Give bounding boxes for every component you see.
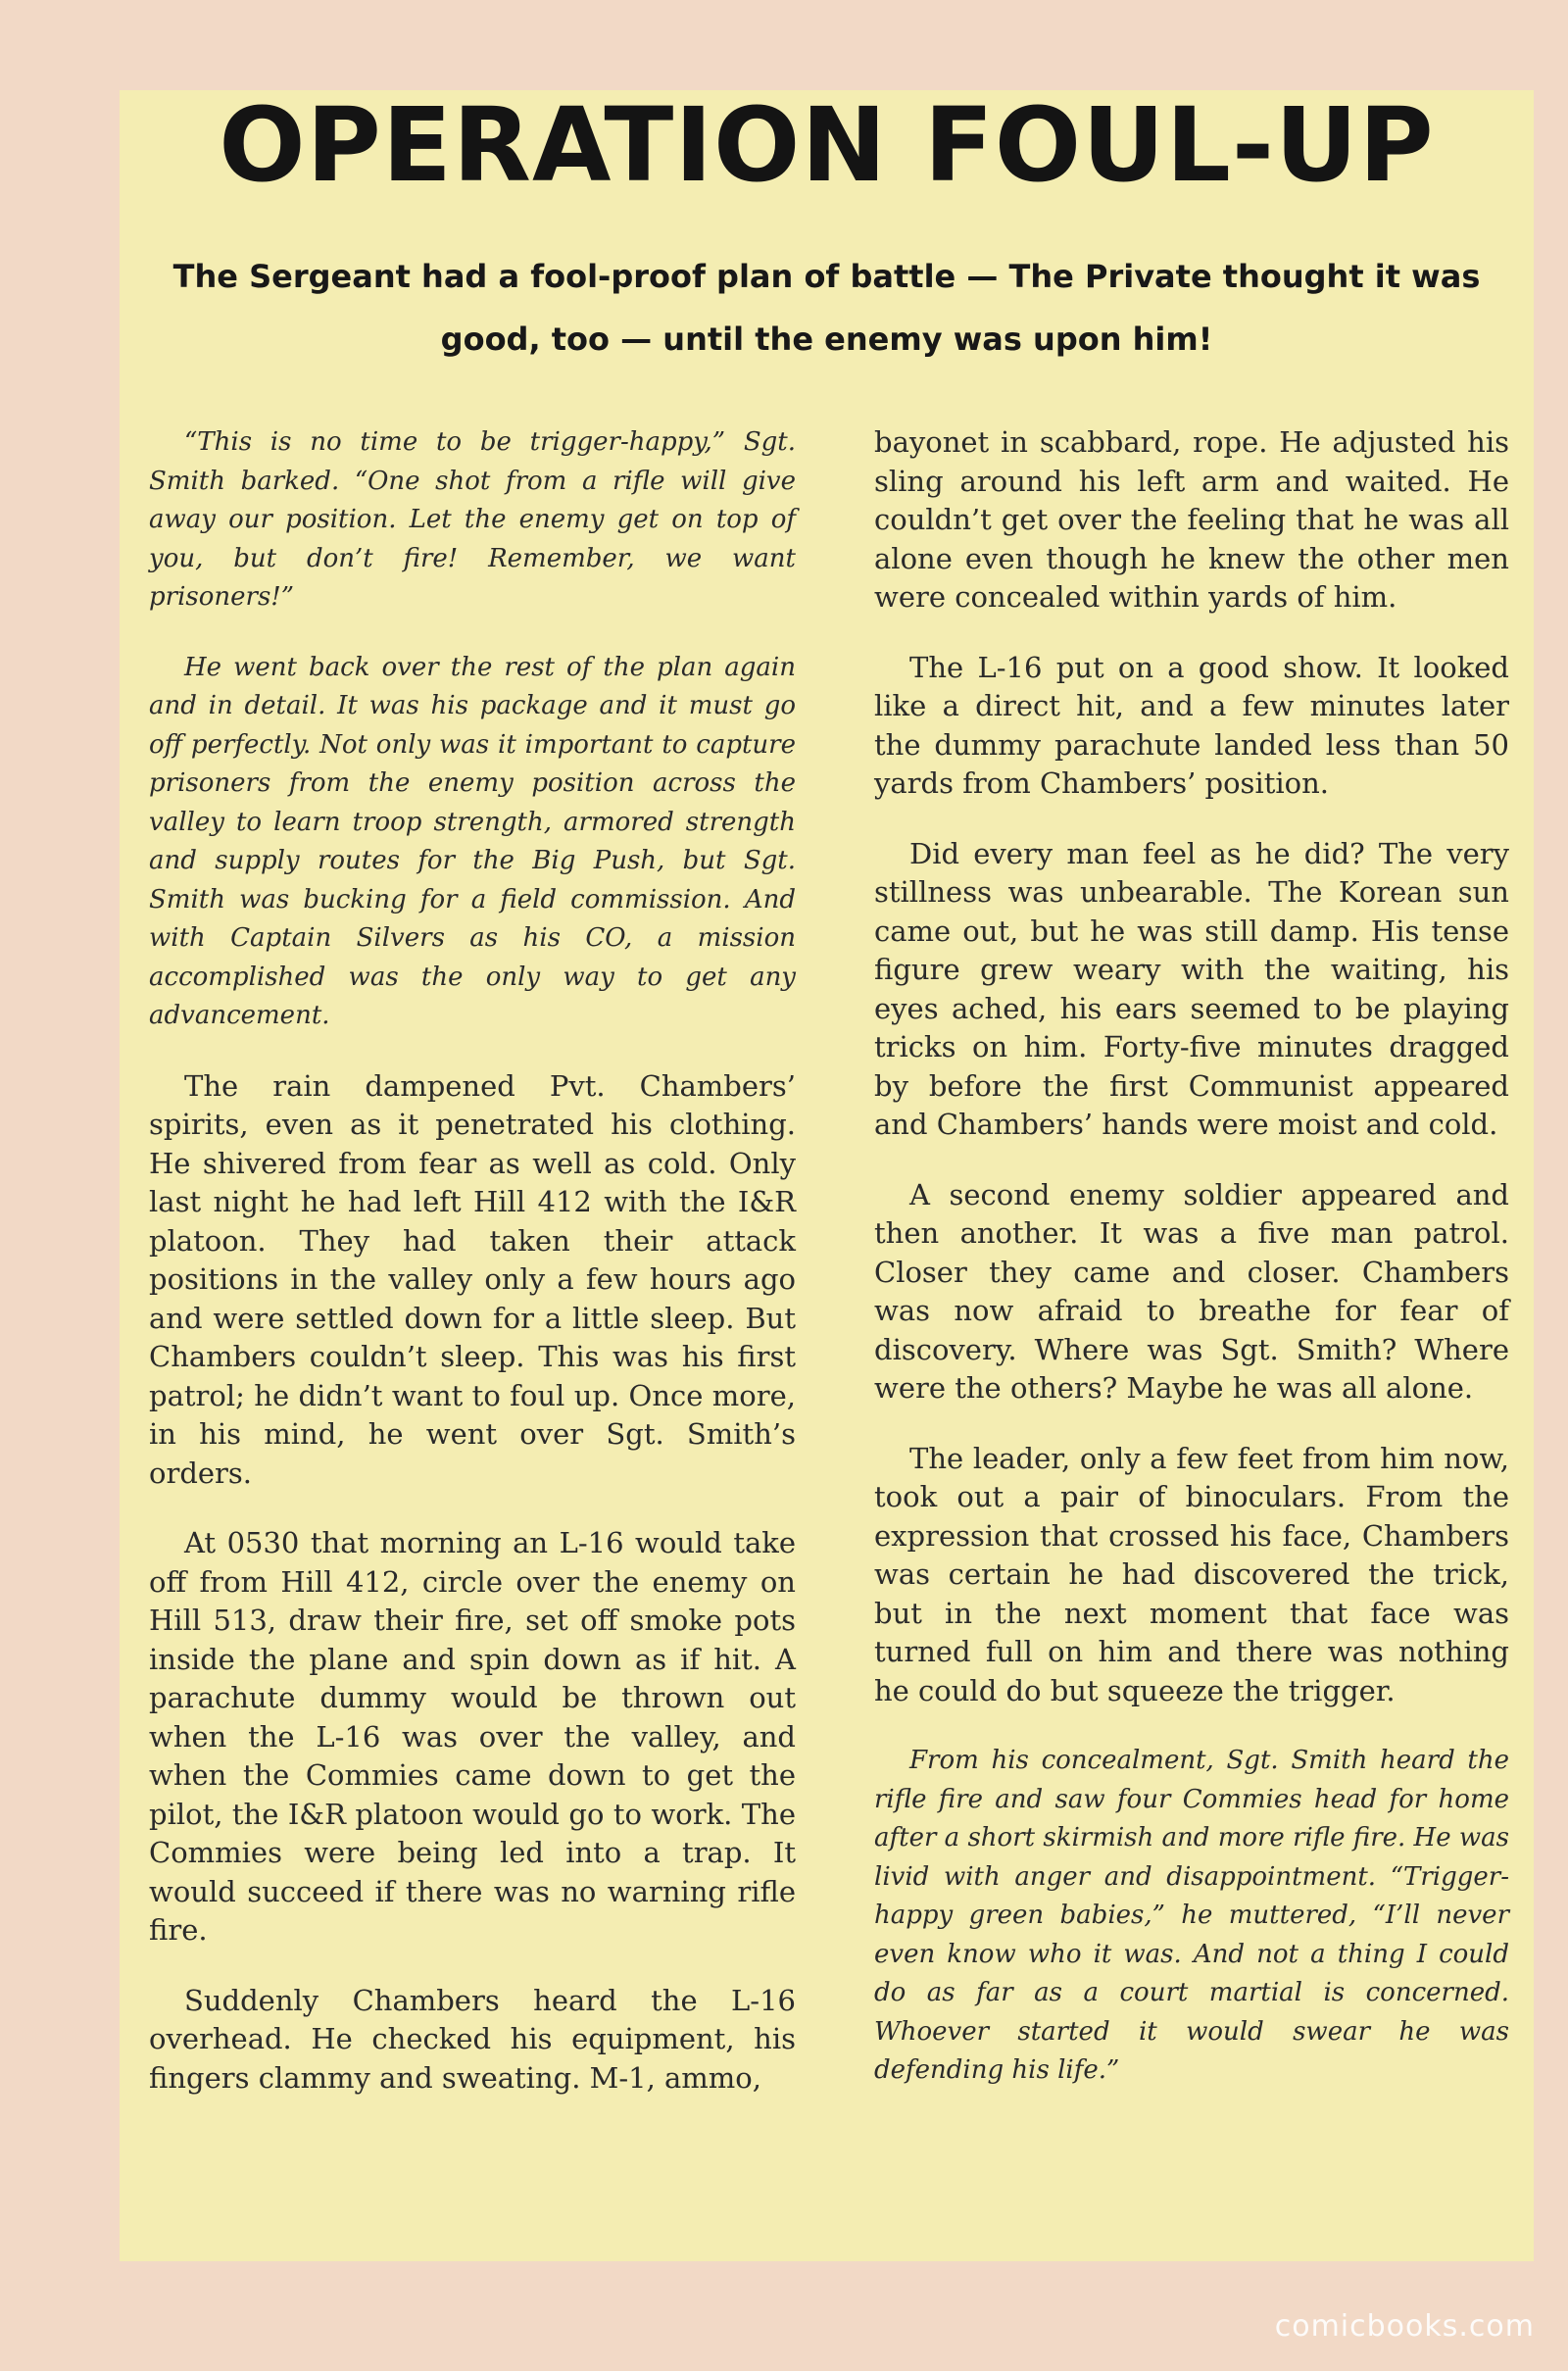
left-column: [149, 423, 796, 2098]
paragraph: Did every man feel as he did? The very stillness was unbearable. The Korean sun came out, but he was still damp. His tense figure grew weary with the waiting, his eyes ached, his ears seemed to be playing tricks on him. Forty-five minutes dragged by before the first Communist appeared and Chambers’ hands were moist and cold.: [874, 836, 1509, 1141]
story-subtitle: The Sergeant had a fool-proof plan of battle — The Private thought it was good, too — until the enemy was upon him!: [172, 258, 1481, 358]
story-panel: [120, 85, 1534, 2261]
paragraph: He went back over the rest of the plan again and in detail. It was his package and it must go off perfectly. Not only was it important to capture prisoners from the enemy position across the valley to learn troop strength, armored strength and supply routes for the Big Push, but Sgt. Smith was bucking for a field commission. And with Captain Silvers as his CO, a mission accomplished was the only way to get any advancement.: [149, 652, 796, 1030]
paragraph: The leader, only a few feet from him now, took out a pair of binoculars. From the expression that crossed his face, Chambers was certain he had discovered the trick, but in the next moment that face was turned full on him and there was nothing he could do but squeeze the trigger.: [874, 1441, 1509, 1707]
right-column: [874, 423, 1509, 2091]
paragraph: A second enemy soldier appeared and then another. It was a five man patrol. Closer they came and closer. Chambers was now afraid to breathe for fear of discovery. Where was Sgt. Smith? Where were the others? Maybe he was all alone.: [874, 1177, 1509, 1405]
paragraph: Suddenly Chambers heard the L-16 overhead. He checked his equipment, his fingers clammy and sweating. M-1, ammo,: [149, 1983, 796, 2095]
paragraph: From his concealment, Sgt. Smith heard the rifle fire and saw four Commies head for home after a short skirmish and more rifle fire. He was livid with anger and disappointment. “Trigger-happy green babies,” he muttered, “I’ll never even know who it was. And not a thing I could do as far as a court martial is concerned. Whoever started it would swear he was defending his life.”: [874, 1746, 1509, 2085]
paragraph: At 0530 that morning an L-16 would take off from Hill 412, circle over the enemy on Hill 513, draw their fire, set off smoke pots inside the plane and spin down as if hit. A parachute dummy would be thrown out when the L-16 was over the valley, and when the Commies came down to get the pilot, the I&R platoon would go to work. The Commies were being led into a trap. It would succeed if there was no warning rifle fire.: [149, 1526, 796, 1947]
paragraph: “This is no time to be trigger-happy,” Sgt. Smith barked. “One shot from a rifle will give away our position. Let the enemy get on top of you, but don’t fire! Remember, we want prisoners!”: [149, 427, 796, 612]
paragraph: The rain dampened Pvt. Chambers’ spirits, even as it penetrated his clothing. He shivered from fear as well as cold. Only last night he had left Hill 412 with the I&R platoon. They had taken their attack positions in the valley only a few hours ago and were settled down for a little sleep. But Chambers couldn’t sleep. This was his first patrol; he didn’t want to foul up. Once more, in his mind, he went over Sgt. Smith’s orders.: [149, 1068, 796, 1490]
story-title: OPERATION FOUL-UP: [219, 85, 1435, 205]
paragraph: The L-16 put on a good show. It looked like a direct hit, and a few minutes later the dummy parachute landed less than 50 yards from Chambers’ position.: [874, 650, 1509, 800]
paragraph: bayonet in scabbard, rope. He adjusted his sling around his left arm and waited. He couldn’t get over the feeling that he was all alone even though he knew the other men were concealed within yards of him.: [874, 425, 1509, 614]
watermark: comicbooks.com: [1274, 2309, 1535, 2344]
